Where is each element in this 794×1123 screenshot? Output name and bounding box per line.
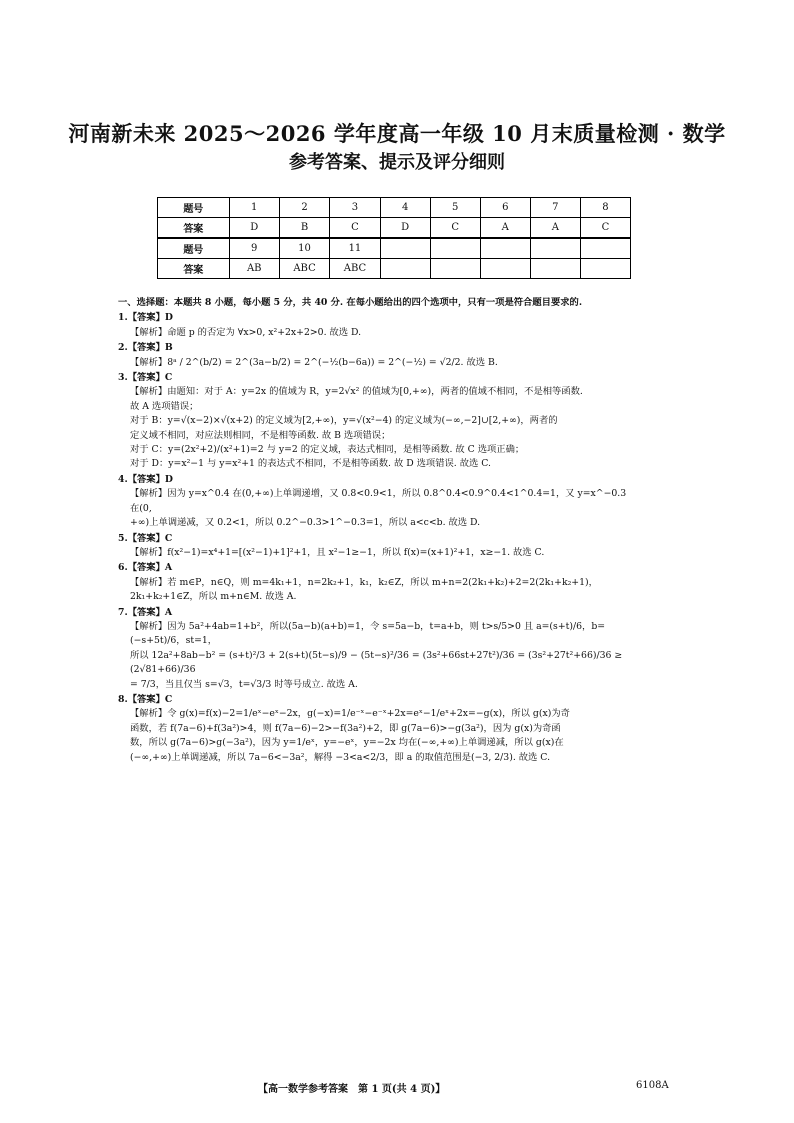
table-cell: [580, 259, 630, 279]
solution-item: [118, 532, 638, 561]
table-cell: C: [580, 218, 630, 239]
answer-table: [157, 197, 631, 279]
explanation-line: (−∞,+∞)上单调递减，所以 7a−6<−3a²，解得 −3<a<2/3，即 a 的取值范围是(−3, 2/3). 故选 C.: [130, 751, 551, 763]
document-title: 河南新未来 2025～2026 学年度高一年级 10 月末质量检测 · 数学: [68, 121, 726, 146]
table-cell: [480, 259, 530, 279]
table-cell: 6: [480, 198, 530, 218]
table-cell: 11: [330, 238, 380, 259]
explanation-line: 数，所以 g(7a−6)>g(−3a²)，因为 y=1/eˣ，y=−eˣ，y=−2x 均在(−∞,+∞)上单调递减，所以 g(x)在: [130, 737, 564, 749]
table-header-cell: 题号: [158, 198, 230, 218]
table-cell: C: [330, 218, 380, 239]
table-cell: 2: [279, 198, 329, 218]
table-cell: 5: [430, 198, 480, 218]
table-cell: [530, 238, 580, 259]
solution-item: [118, 561, 638, 604]
footer-page-info: 【高一数学参考答案 第 1 页(共 4 页)】: [258, 1084, 446, 1095]
table-cell: 4: [380, 198, 430, 218]
table-cell: 10: [279, 238, 329, 259]
explanation-line: 定义域不相同，对应法则相同，不是相等函数. 故 B 选项错误；: [130, 429, 391, 441]
answer-label: 4.【答案】D: [118, 473, 173, 485]
table-cell: A: [530, 218, 580, 239]
explanation-line: 【解析】命题 p 的否定为 ∀x>0, x²+2x+2>0. 故选 D.: [130, 326, 362, 338]
table-cell: [380, 238, 430, 259]
table-cell: [530, 259, 580, 279]
table-cell: C: [430, 218, 480, 239]
solution-item: [118, 693, 638, 765]
table-cell: AB: [229, 259, 279, 279]
solutions-body: [118, 296, 638, 765]
answer-label: 2.【答案】B: [118, 342, 173, 354]
table-header-cell: 题号: [158, 238, 230, 259]
explanation-line: 【解析】由题知：对于 A：y=2x 的值域为 R，y=2√x² 的值域为[0,+∞)，两者的值域不相同，不是相等函数.: [130, 386, 583, 398]
solution-item: [118, 341, 638, 370]
answer-label: 5.【答案】C: [118, 532, 173, 544]
section-heading: 一、选择题：本题共 8 小题，每小题 5 分，共 40 分. 在每小题给出的四个选项中，只有一项是符合题目要求的.: [118, 297, 583, 308]
table-cell: A: [480, 218, 530, 239]
explanation-line: 【解析】若 m∈P，n∈Q，则 m=4k₁+1，n=2k₂+1，k₁，k₂∈Z，所以 m+n=2(2k₁+k₂)+2=2(2k₁+k₂+1)，: [130, 576, 598, 588]
table-cell: ABC: [279, 259, 329, 279]
explanation-line: 所以 12a²+8ab−b² = (s+t)²/3 + 2(s+t)(5t−s)/9 − (5t−s)²/36 = (3s²+66st+27t²)/36 = (3s²+27t²+66)/36 ≥ (2√81+66)/36: [130, 649, 623, 676]
explanation-line: 故 A 选项错误；: [130, 400, 199, 412]
table-cell: D: [380, 218, 430, 239]
solution-list: [118, 311, 638, 765]
table-cell: [580, 238, 630, 259]
answer-label: 7.【答案】A: [118, 606, 173, 618]
explanation-line: 【解析】因为 5a²+4ab=1+b²，所以(5a−b)(a+b)=1，令 s=5a−b，t=a+b，则 t>s/5>0 且 a=(s+t)/6，b=(−s+5t)/6，st=1，: [130, 620, 606, 647]
explanation-line: 函数，若 f(7a−6)+f(3a²)>4，则 f(7a−6)−2>−f(3a²)+2，即 g(7a−6)>−g(3a²)，因为 g(x)为奇函: [130, 722, 561, 734]
table-row: [158, 218, 631, 239]
answer-label: 6.【答案】A: [118, 562, 173, 574]
table-cell: [380, 259, 430, 279]
table-cell: [480, 238, 530, 259]
solution-item: [118, 371, 638, 472]
explanation-line: 【解析】令 g(x)=f(x)−2=1/eˣ−eˣ−2x，g(−x)=1/e⁻ˣ−e⁻ˣ+2x=eˣ−1/eˣ+2x=−g(x)，所以 g(x)为奇: [130, 708, 570, 720]
explanation-line: 【解析】f(x²−1)=x⁴+1=[(x²−1)+1]²+1，且 x²−1≥−1，所以 f(x)=(x+1)²+1，x≥−1. 故选 C.: [130, 546, 545, 558]
table-cell: B: [279, 218, 329, 239]
answer-label: 3.【答案】C: [118, 372, 173, 384]
footer-code: 6108A: [636, 1080, 669, 1091]
explanation-line: 【解析】8ᵃ / 2^(b/2) = 2^(3a−b/2) = 2^(−½(b−6a)) = 2^(−½) = √2/2. 故选 B.: [130, 356, 498, 368]
table-cell: ABC: [330, 259, 380, 279]
document-subtitle: 参考答案、提示及评分细则: [289, 152, 505, 173]
table-cell: 3: [330, 198, 380, 218]
explanation-line: 对于 D：y=x²−1 与 y=x²+1 的表达式不相同，不是相等函数. 故 D 选项错误. 故选 C.: [130, 458, 492, 470]
table-header-cell: 答案: [158, 259, 230, 279]
table-cell: [430, 238, 480, 259]
explanation-line: 对于 C：y=(2x²+2)/(x²+1)=2 与 y=2 的定义域，表达式相同，是相等函数. 故 C 选项正确；: [130, 444, 525, 456]
explanation-line: 【解析】因为 y=x^0.4 在(0,+∞)上单调递增，又 0.8<0.9<1，所以 0.8^0.4<0.9^0.4<1^0.4=1，又 y=x^−0.3 在(0,: [130, 488, 627, 514]
table-row: [158, 198, 631, 218]
explanation-line: 2k₁+k₂+1∈Z，所以 m+n∈M. 故选 A.: [130, 591, 297, 603]
answer-label: 8.【答案】C: [118, 693, 173, 705]
table-cell: 1: [229, 198, 279, 218]
answer-label: 1.【答案】D: [118, 312, 173, 324]
table-header-cell: 答案: [158, 218, 230, 239]
explanation-line: = 7/3，当且仅当 s=√3，t=√3/3 时等号成立. 故选 A.: [130, 678, 358, 690]
table-cell: 9: [229, 238, 279, 259]
table-row: [158, 238, 631, 259]
table-row: [158, 259, 631, 279]
solution-item: [118, 473, 638, 531]
table-cell: 8: [580, 198, 630, 218]
table-cell: [430, 259, 480, 279]
solution-item: [118, 311, 638, 340]
explanation-line: +∞)上单调递减，又 0.2<1，所以 0.2^−0.3>1^−0.3=1，所以 a<c<b. 故选 D.: [130, 517, 481, 529]
explanation-line: 对于 B：y=√(x−2)×√(x+2) 的定义域为[2,+∞)，y=√(x²−4) 的定义域为(−∞,−2]∪[2,+∞)，两者的: [130, 415, 558, 427]
table-cell: D: [229, 218, 279, 239]
solution-item: [118, 606, 638, 692]
table-cell: 7: [530, 198, 580, 218]
